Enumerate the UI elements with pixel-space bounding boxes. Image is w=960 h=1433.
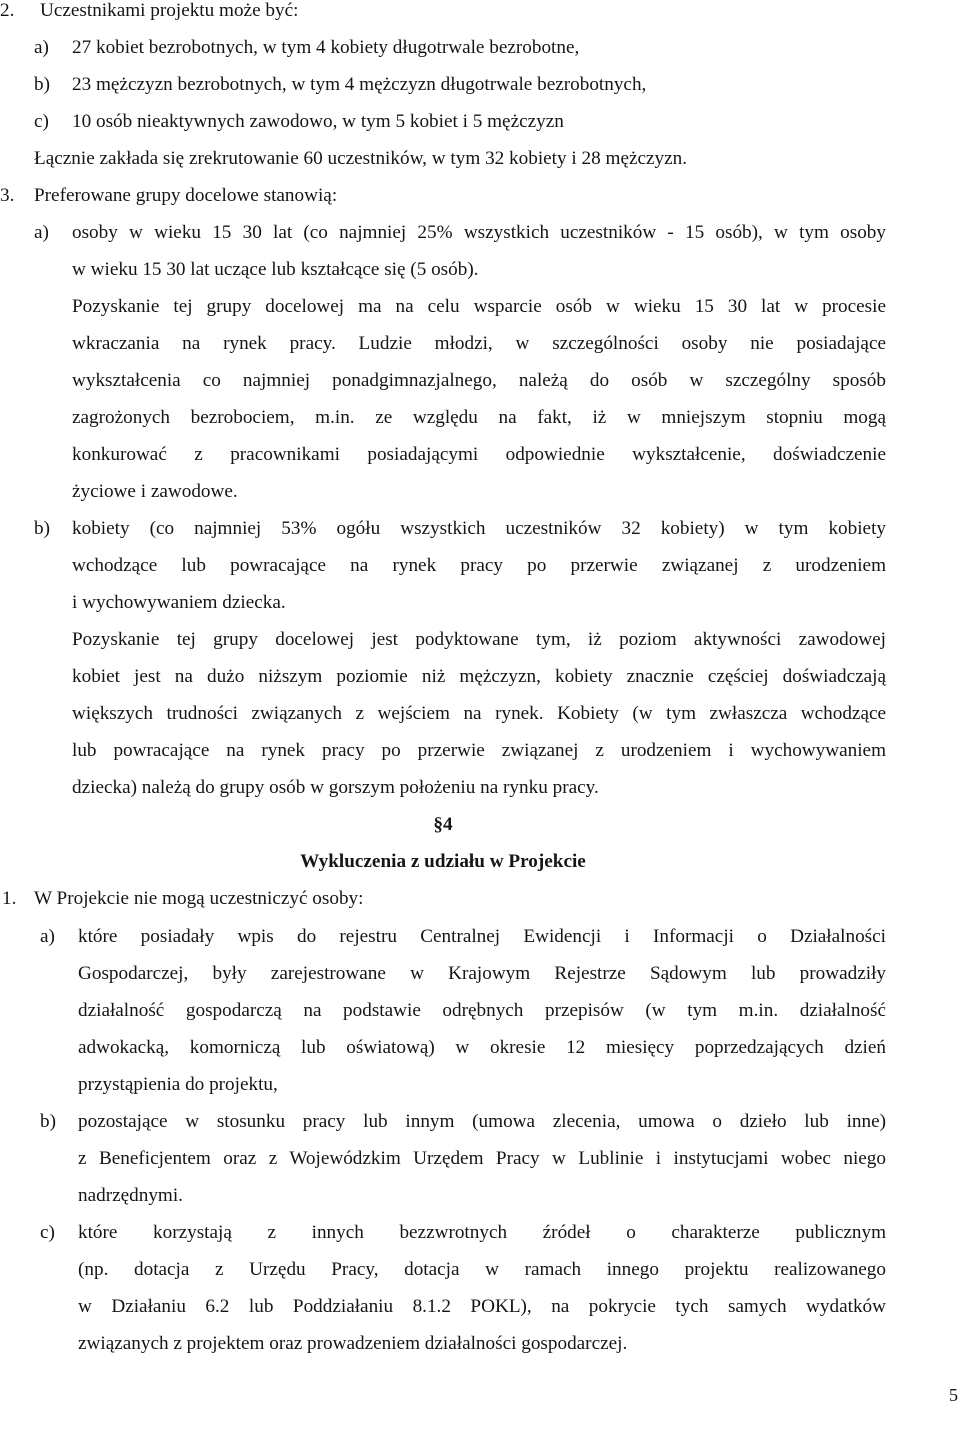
exclusion-line: (np. dotacja z Urzędu Pracy, dotacja w ramach innego projektu realizowanego	[78, 1259, 886, 1280]
exclusion-line: adwokacką, komorniczą lub oświatową) w okresie 12 miesięcy poprzedzających dzień	[78, 1037, 886, 1058]
group-b-paragraph-line: kobiet jest na dużo niższym poziomie niż mężczyzn, kobiety znacznie częściej doświadczają	[72, 666, 886, 687]
list-marker: b)	[40, 1111, 56, 1132]
group-a-paragraph-line: życiowe i zawodowe.	[72, 481, 238, 502]
exclusion-line: działalność gospodarczą na podstawie odrębnych przepisów (w tym m.in. działalność	[78, 1000, 886, 1021]
group-a-paragraph-line: konkurować z pracownikami posiadającymi odpowiednie wykształcenie, doświadczenie	[72, 444, 886, 465]
list-item: 27 kobiet bezrobotnych, w tym 4 kobiety długotrwale bezrobotne,	[72, 37, 580, 58]
item-2-marker: 2.	[0, 0, 15, 21]
item-2-heading: Uczestnikami projektu może być:	[40, 0, 299, 21]
group-b-line: i wychowywaniem dziecka.	[72, 592, 286, 613]
exclusion-line: z Beneficjentem oraz z Wojewódzkim Urzędem Pracy w Lublinie i instytucjami wobec niego	[78, 1148, 886, 1169]
group-a-line: w wieku 15 30 lat uczące lub kształcące się (5 osób).	[72, 259, 479, 280]
item-3-heading: Preferowane grupy docelowe stanowią:	[34, 185, 338, 206]
group-a-paragraph-line: wykształcenia co najmniej ponadgimnazjalnego, należą do osób w szczególny sposób	[72, 370, 886, 391]
group-b-paragraph-line: dziecka) należą do grupy osób w gorszym położeniu na rynku pracy.	[72, 777, 599, 798]
item-3-marker: 3.	[0, 185, 15, 206]
section-number: §4	[433, 814, 453, 835]
exclusion-line: które korzystają z innych bezzwrotnych źródeł o charakterze publicznym	[78, 1222, 886, 1243]
list-item: 10 osób nieaktywnych zawodowo, w tym 5 kobiet i 5 mężczyzn	[72, 111, 564, 132]
exclusion-line: nadrzędnymi.	[78, 1185, 183, 1206]
exclusion-line: Gospodarczej, były zarejestrowane w Krajowym Rejestrze Sądowym lub prowadziły	[78, 963, 886, 984]
list-marker: b)	[34, 518, 50, 539]
exclusions-heading: W Projekcie nie mogą uczestniczyć osoby:	[34, 888, 364, 909]
exclusions-marker: 1.	[2, 888, 17, 909]
list-marker: c)	[40, 1222, 55, 1243]
group-a-paragraph-line: wkraczania na rynek pracy. Ludzie młodzi, w szczególności osoby nie posiadające	[72, 333, 886, 354]
group-b-line: kobiety (co najmniej 53% ogółu wszystkich uczestników 32 kobiety) w tym kobiety	[72, 518, 886, 539]
exclusion-line: które posiadały wpis do rejestru Centralnej Ewidencji i Informacji o Działalności	[78, 926, 886, 947]
list-marker: c)	[34, 111, 49, 132]
exclusion-line: związanych z projektem oraz prowadzeniem działalności gospodarczej.	[78, 1333, 628, 1354]
group-b-line: wchodzące lub powracające na rynek pracy po przerwie związanej z urodzeniem	[72, 555, 886, 576]
group-b-paragraph-line: lub powracające na rynek pracy po przerwie związanej z urodzeniem i wychowywaniem	[72, 740, 886, 761]
list-marker: a)	[34, 222, 49, 243]
group-b-paragraph-line: większych trudności związanych z wejściem na rynek. Kobiety (w tym zwłaszcza wchodzące	[72, 703, 886, 724]
exclusion-line: przystąpienia do projektu,	[78, 1074, 278, 1095]
list-marker: b)	[34, 74, 50, 95]
page-number: 5	[949, 1385, 958, 1405]
group-a-paragraph-line: zagrożonych bezrobociem, m.in. ze względu na fakt, iż w mniejszym stopniu mogą	[72, 407, 886, 428]
exclusion-line: pozostające w stosunku pracy lub innym (umowa zlecenia, umowa o dzieło lub inne)	[78, 1111, 886, 1132]
participants-summary: Łącznie zakłada się zrekrutowanie 60 uczestników, w tym 32 kobiety i 28 mężczyzn.	[34, 148, 688, 169]
group-a-line: osoby w wieku 15 30 lat (co najmniej 25% wszystkich uczestników - 15 osób), w tym osoby	[72, 222, 886, 243]
section-title: Wykluczenia z udziału w Projekcie	[300, 851, 586, 872]
list-item: 23 mężczyzn bezrobotnych, w tym 4 mężczyzn długotrwale bezrobotnych,	[72, 74, 647, 95]
group-a-paragraph-line: Pozyskanie tej grupy docelowej ma na celu wsparcie osób w wieku 15 30 lat w procesie	[72, 296, 886, 317]
list-marker: a)	[34, 37, 49, 58]
group-b-paragraph-line: Pozyskanie tej grupy docelowej jest podyktowane tym, iż poziom aktywności zawodowej	[72, 629, 886, 650]
list-marker: a)	[40, 926, 55, 947]
exclusion-line: w Działaniu 6.2 lub Poddziałaniu 8.1.2 POKL), na pokrycie tych samych wydatków	[78, 1296, 886, 1317]
